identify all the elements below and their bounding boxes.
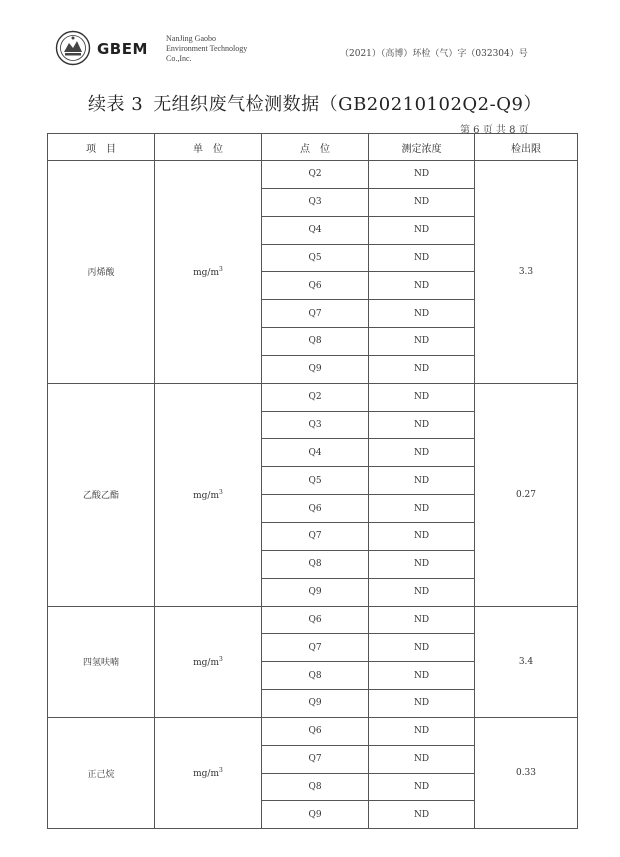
- column-header: 项 目: [48, 134, 155, 161]
- sampling-point-cell: Q3: [262, 411, 369, 439]
- detection-limit-cell: 0.27: [475, 383, 578, 606]
- sampling-point-cell: Q9: [262, 578, 369, 606]
- unit-cell: [155, 717, 262, 828]
- report-number: （2021）（高博）环检（气）字（032304）号: [340, 49, 528, 59]
- sampling-point-cell: Q7: [262, 634, 369, 662]
- unit-cell: [155, 383, 262, 606]
- unit-cell: [155, 161, 262, 384]
- concentration-cell: ND: [369, 188, 475, 216]
- unit-base: mg/m: [193, 657, 220, 668]
- table-row: [48, 717, 578, 745]
- concentration-cell: ND: [369, 439, 475, 467]
- column-header: 测定浓度: [369, 134, 475, 161]
- column-header: 单 位: [155, 134, 262, 161]
- sampling-point-cell: Q4: [262, 439, 369, 467]
- table-row: [48, 161, 578, 189]
- concentration-cell: ND: [369, 383, 475, 411]
- unit-base: mg/m: [193, 267, 220, 278]
- pollutant-name-cell: 正己烷: [48, 717, 155, 828]
- sampling-point-cell: Q2: [262, 383, 369, 411]
- sampling-point-cell: Q9: [262, 355, 369, 383]
- detection-limit-cell: 3.3: [475, 161, 578, 384]
- company-name-line: NanJing Gaobo: [166, 34, 216, 43]
- unit-base: mg/m: [193, 769, 220, 780]
- sampling-point-cell: Q6: [262, 717, 369, 745]
- sampling-point-cell: Q7: [262, 522, 369, 550]
- sampling-point-cell: Q8: [262, 773, 369, 801]
- company-name-line: Co.,Inc.: [166, 54, 192, 63]
- concentration-cell: ND: [369, 495, 475, 523]
- table-title-text: 无组织废气检测数据（GB20210102Q2-Q9）: [153, 94, 542, 115]
- company-name-line: Environment Technology: [166, 44, 248, 53]
- sampling-point-cell: Q9: [262, 801, 369, 829]
- monitoring-data-table: [47, 133, 578, 829]
- company-name: [166, 34, 247, 64]
- concentration-cell: ND: [369, 244, 475, 272]
- page-indicator: 第 6 页 共 8 页: [460, 125, 529, 136]
- concentration-cell: ND: [369, 328, 475, 356]
- sampling-point-cell: Q6: [262, 272, 369, 300]
- sampling-point-cell: Q6: [262, 495, 369, 523]
- concentration-cell: ND: [369, 355, 475, 383]
- table-title-prefix: 续表 3: [88, 94, 144, 115]
- sampling-point-cell: Q2: [262, 161, 369, 189]
- concentration-cell: ND: [369, 411, 475, 439]
- company-seal-logo: [55, 30, 91, 66]
- concentration-cell: ND: [369, 216, 475, 244]
- table-body: [48, 161, 578, 829]
- sampling-point-cell: Q5: [262, 244, 369, 272]
- sampling-point-cell: Q5: [262, 467, 369, 495]
- concentration-cell: ND: [369, 717, 475, 745]
- pollutant-name-cell: 丙烯酸: [48, 161, 155, 384]
- concentration-cell: ND: [369, 690, 475, 718]
- sampling-point-cell: Q4: [262, 216, 369, 244]
- brand-logo-text: GBEM: [97, 40, 148, 58]
- sampling-point-cell: Q7: [262, 745, 369, 773]
- table-row: [48, 606, 578, 634]
- concentration-cell: ND: [369, 773, 475, 801]
- table-row: [48, 383, 578, 411]
- sampling-point-cell: Q9: [262, 690, 369, 718]
- sampling-point-cell: Q3: [262, 188, 369, 216]
- column-header: 点 位: [262, 134, 369, 161]
- unit-superscript: 3: [219, 767, 223, 775]
- concentration-cell: ND: [369, 606, 475, 634]
- concentration-cell: ND: [369, 578, 475, 606]
- unit-superscript: 3: [219, 655, 223, 663]
- table-header-row: [48, 134, 578, 161]
- concentration-cell: ND: [369, 161, 475, 189]
- sampling-point-cell: Q6: [262, 606, 369, 634]
- concentration-cell: ND: [369, 522, 475, 550]
- concentration-cell: ND: [369, 801, 475, 829]
- concentration-cell: ND: [369, 300, 475, 328]
- sampling-point-cell: Q8: [262, 328, 369, 356]
- concentration-cell: ND: [369, 467, 475, 495]
- unit-base: mg/m: [193, 490, 220, 501]
- sampling-point-cell: Q7: [262, 300, 369, 328]
- detection-limit-cell: 3.4: [475, 606, 578, 717]
- unit-superscript: 3: [219, 488, 223, 496]
- detection-limit-cell: 0.33: [475, 717, 578, 828]
- concentration-cell: ND: [369, 272, 475, 300]
- column-header: 检出限: [475, 134, 578, 161]
- table-title: [88, 90, 552, 116]
- sampling-point-cell: Q8: [262, 662, 369, 690]
- sampling-point-cell: Q8: [262, 550, 369, 578]
- unit-superscript: 3: [219, 265, 223, 273]
- concentration-cell: ND: [369, 662, 475, 690]
- concentration-cell: ND: [369, 634, 475, 662]
- concentration-cell: ND: [369, 745, 475, 773]
- pollutant-name-cell: 乙酸乙酯: [48, 383, 155, 606]
- concentration-cell: ND: [369, 550, 475, 578]
- unit-cell: [155, 606, 262, 717]
- pollutant-name-cell: 四氢呋喃: [48, 606, 155, 717]
